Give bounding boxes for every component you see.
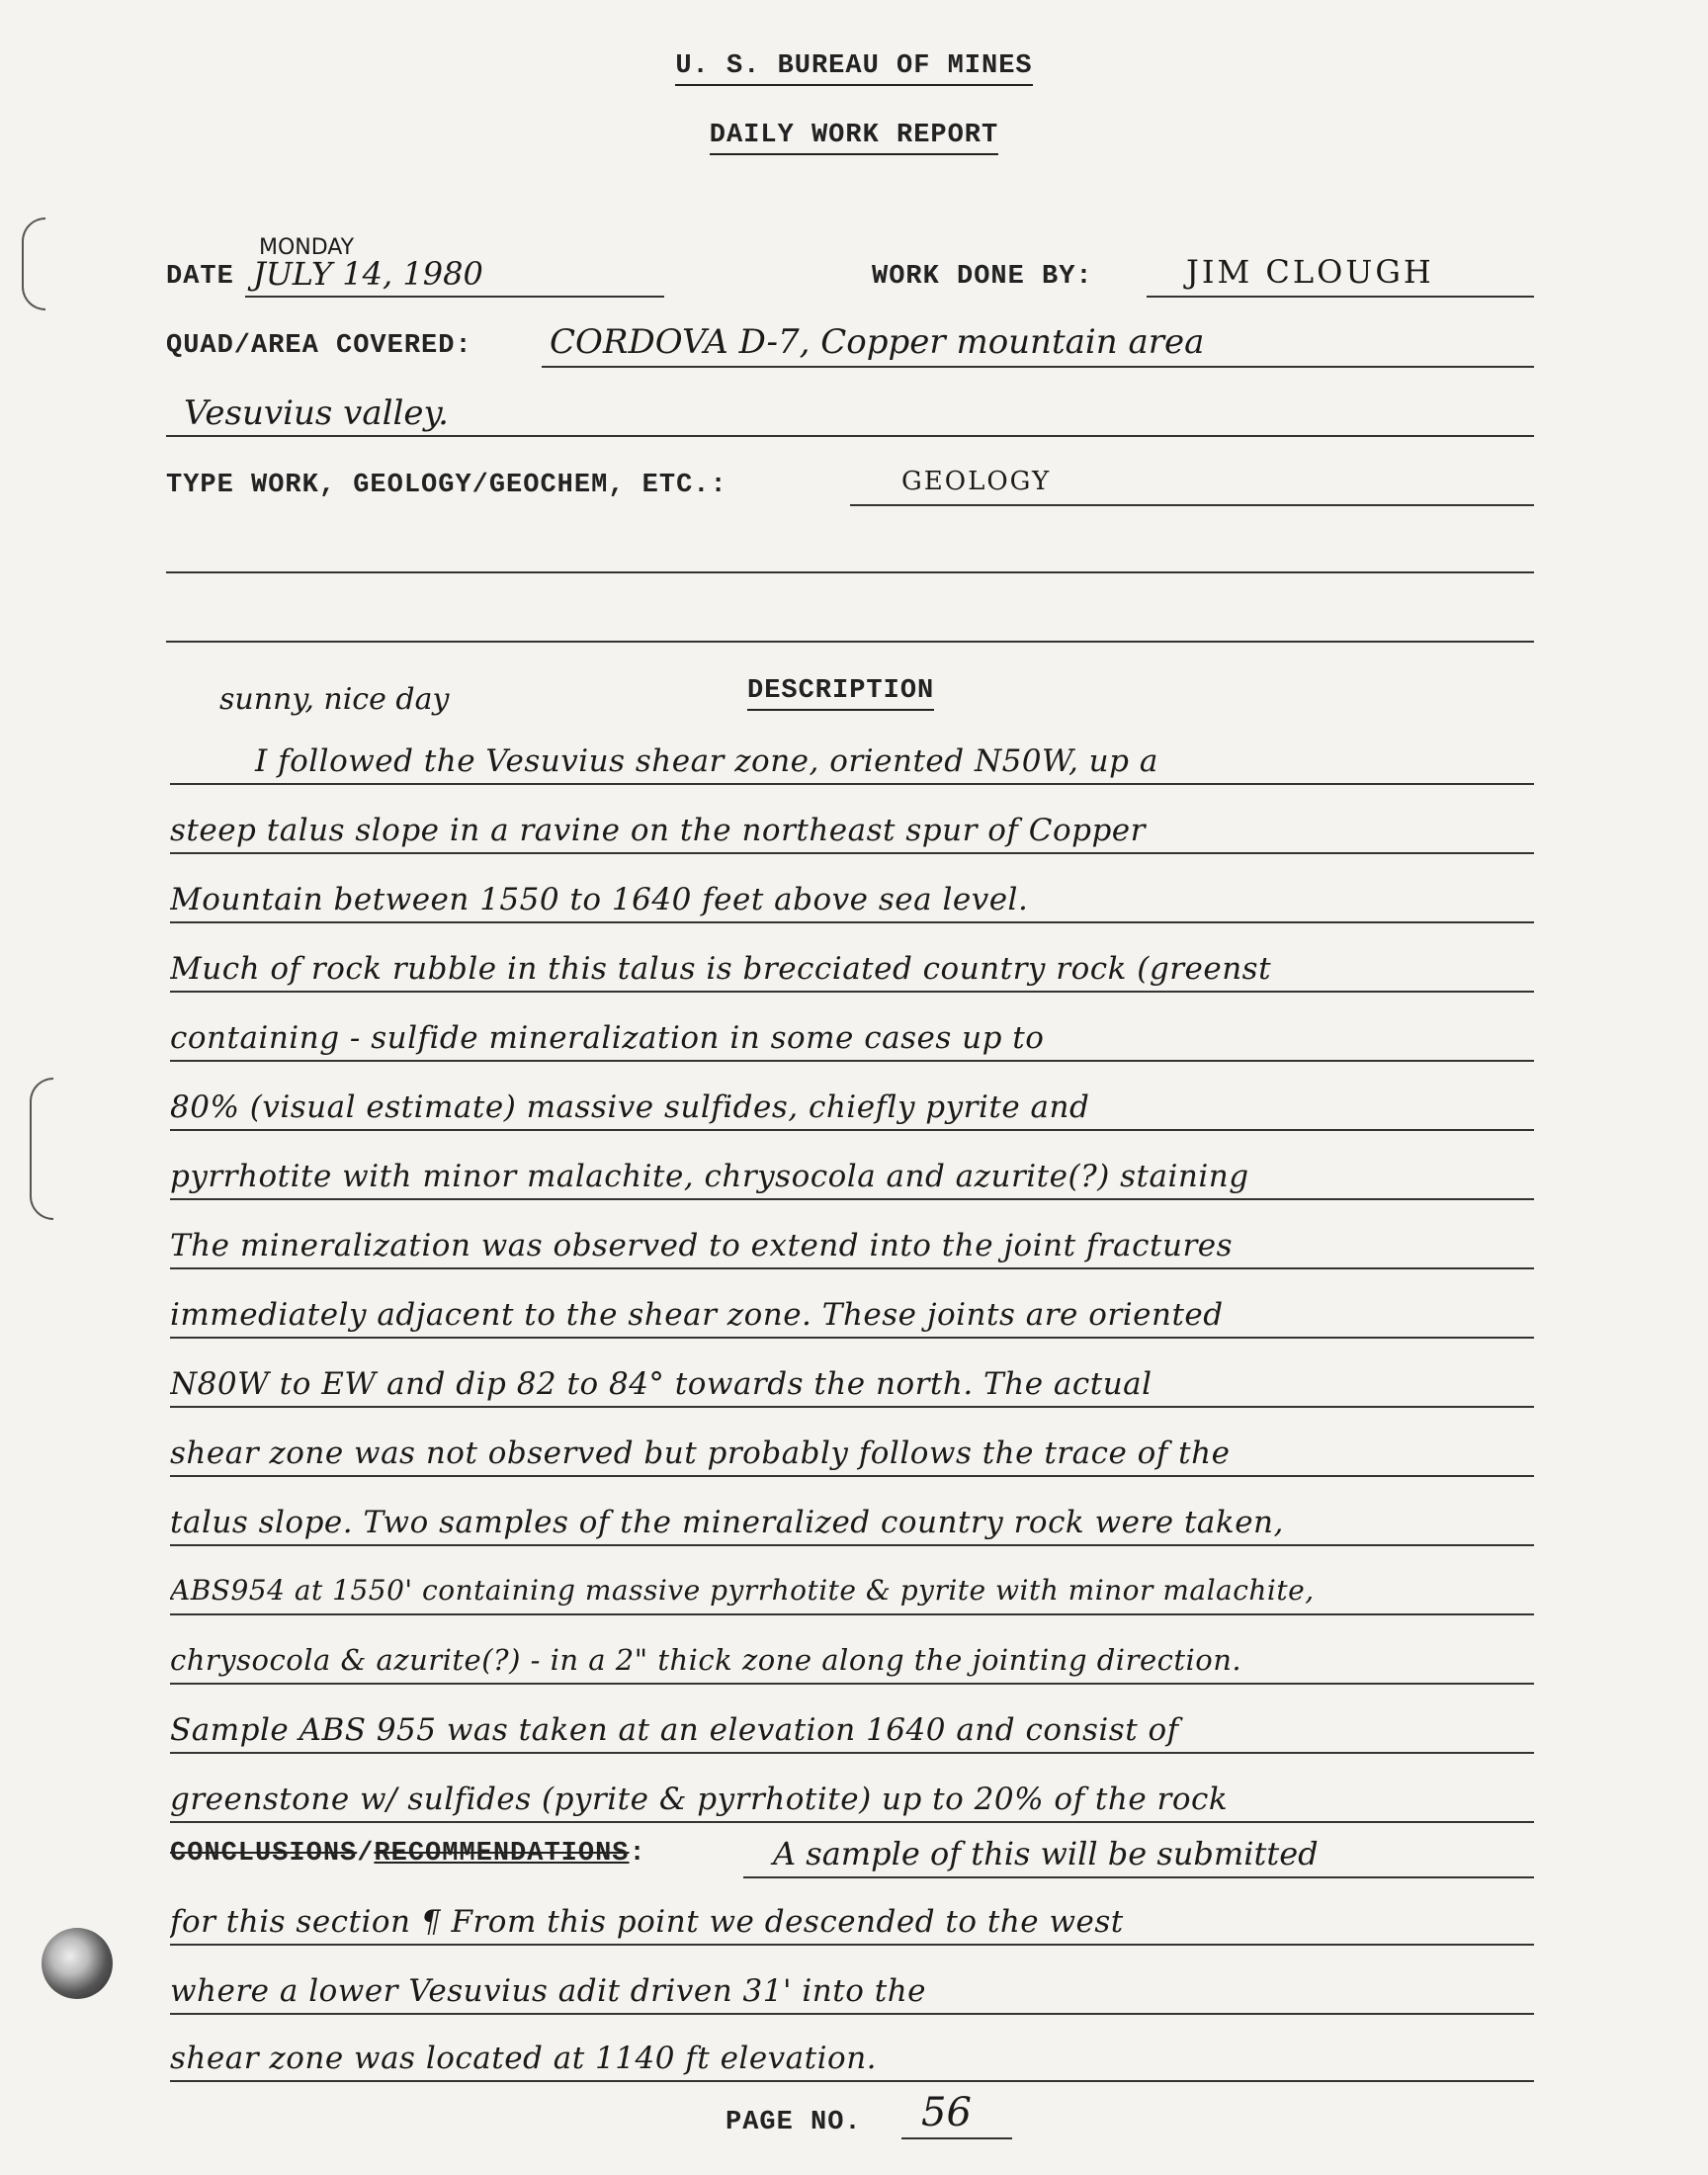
description-line: ABS954 at 1550' containing massive pyrrhotite & pyrite with minor malachite, bbox=[170, 1574, 1315, 1607]
description-line: Mountain between 1550 to 1640 feet above sea level. bbox=[170, 882, 1029, 917]
punch-hole bbox=[42, 1928, 113, 1999]
description-rule bbox=[170, 1060, 1534, 1062]
quad-rule-2 bbox=[166, 435, 1534, 437]
quad-value-2: Vesuvius valley. bbox=[184, 393, 449, 433]
description-rule bbox=[170, 1267, 1534, 1269]
conclusion-line: for this section ¶ From this point we descended to the west bbox=[170, 1904, 1124, 1940]
date-rule bbox=[245, 296, 664, 298]
description-rule bbox=[170, 1337, 1534, 1339]
description-line: containing - sulfide mineralization in some cases up to bbox=[170, 1020, 1045, 1056]
conclusions-label-slash: / bbox=[357, 1839, 375, 1869]
conclusion-line: shear zone was located at 1140 ft elevation. bbox=[170, 2041, 878, 2076]
description-line: chrysocola & azurite(?) - in a 2" thick zone along the jointing direction. bbox=[170, 1643, 1242, 1677]
type-work-rule bbox=[850, 504, 1534, 506]
description-line: pyrrhotite with minor malachite, chrysocola and azurite(?) staining bbox=[170, 1159, 1249, 1194]
conclusions-label-colon: : bbox=[629, 1839, 646, 1869]
date-label: DATE bbox=[166, 262, 234, 292]
description-line: greenstone w/ sulfides (pyrite & pyrrhotite) up to 20% of the rock bbox=[170, 1782, 1229, 1817]
quad-label: QUAD/AREA COVERED: bbox=[166, 331, 472, 361]
description-rule bbox=[170, 1613, 1534, 1615]
agency-title: U. S. BUREAU OF MINES bbox=[0, 51, 1708, 81]
weather-note: sunny, nice day bbox=[219, 682, 450, 717]
work-done-by-label: WORK DONE BY: bbox=[872, 262, 1093, 292]
description-line: Much of rock rubble in this talus is brecciated country rock (greenst bbox=[170, 951, 1272, 987]
page-number-value: 56 bbox=[921, 2090, 972, 2135]
margin-bracket-top bbox=[22, 218, 45, 310]
quad-rule-1 bbox=[542, 366, 1534, 368]
quad-value-1: CORDOVA D-7, Copper mountain area bbox=[550, 322, 1205, 362]
conclusion-line: A sample of this will be submitted bbox=[773, 1835, 1319, 1872]
conclusion-rule bbox=[170, 2080, 1534, 2082]
conclusions-label-struck: CONCLUSIONS bbox=[170, 1839, 358, 1869]
conclusion-rule bbox=[170, 1944, 1534, 1946]
page-number-label: PAGE NO. bbox=[726, 2108, 862, 2137]
margin-bracket-middle bbox=[30, 1078, 53, 1220]
description-rule bbox=[170, 852, 1534, 854]
conclusion-rule bbox=[743, 1876, 1534, 1878]
conclusion-line: where a lower Vesuvius adit driven 31' into the bbox=[170, 1973, 927, 2009]
description-line: N80W to EW and dip 82 to 84° towards the north. The actual bbox=[170, 1366, 1153, 1402]
description-line: I followed the Vesuvius shear zone, oriented N50W, up a bbox=[255, 743, 1158, 779]
description-rule bbox=[170, 1683, 1534, 1685]
description-rule bbox=[170, 1544, 1534, 1546]
description-rule bbox=[170, 1129, 1534, 1131]
description-rule bbox=[170, 921, 1534, 923]
description-rule bbox=[170, 1821, 1534, 1823]
recommendations-label: RECOMMENDATIONS bbox=[374, 1839, 630, 1869]
description-rule bbox=[170, 1475, 1534, 1477]
report-title: DAILY WORK REPORT bbox=[0, 121, 1708, 150]
description-line: The mineralization was observed to extend into the joint fractures bbox=[170, 1228, 1234, 1263]
conclusion-rule bbox=[170, 2013, 1534, 2015]
description-line: talus slope. Two samples of the mineralized country rock were taken, bbox=[170, 1505, 1284, 1540]
blank-rule-1 bbox=[166, 571, 1534, 573]
description-line: immediately adjacent to the shear zone. These joints are oriented bbox=[170, 1297, 1224, 1333]
description-line: 80% (visual estimate) massive sulfides, chiefly pyrite and bbox=[170, 1089, 1090, 1125]
work-done-by-value: JIM CLOUGH bbox=[1186, 253, 1434, 291]
description-line: steep talus slope in a ravine on the northeast spur of Copper bbox=[170, 813, 1146, 848]
description-rule bbox=[170, 1752, 1534, 1754]
date-value: JULY 14, 1980 bbox=[253, 255, 483, 293]
page-number-rule bbox=[901, 2137, 1012, 2139]
conclusions-label bbox=[170, 1839, 646, 1869]
description-line: Sample ABS 955 was taken at an elevation 1640 and consist of bbox=[170, 1712, 1179, 1748]
type-work-label: TYPE WORK, GEOLOGY/GEOCHEM, ETC.: bbox=[166, 471, 727, 500]
work-done-by-rule bbox=[1147, 296, 1534, 298]
description-heading: DESCRIPTION bbox=[747, 676, 934, 706]
description-rule bbox=[170, 1198, 1534, 1200]
description-rule bbox=[170, 783, 1534, 785]
blank-rule-2 bbox=[166, 641, 1534, 643]
weekday-note: MONDAY bbox=[259, 235, 355, 260]
description-line: shear zone was not observed but probably follows the trace of the bbox=[170, 1436, 1231, 1471]
description-rule bbox=[170, 991, 1534, 993]
description-rule bbox=[170, 1406, 1534, 1408]
type-work-value: GEOLOGY bbox=[901, 467, 1052, 496]
